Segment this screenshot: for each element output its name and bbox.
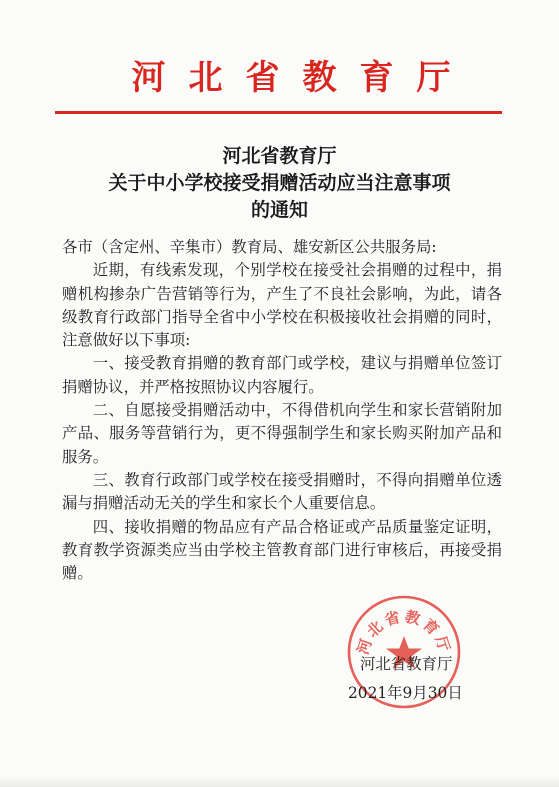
title-line-3: 的通知 <box>250 199 308 221</box>
signature-organization: 河北省教育厅 <box>360 655 453 673</box>
paragraph-intro: 近期，有线索发现，个别学校在接受社会捐赠的过程中，捐赠机构掺杂广告营销等行为，产生了不良社会影响，为此，请各级教育行政部门指导全省中小学校在积极接收社会捐赠的同时，注意做好以下事项: <box>62 261 502 350</box>
notice-title <box>0 143 559 224</box>
title-line-2: 关于中小学校接受捐赠活动应当注意事项 <box>108 172 451 194</box>
paragraph-item-2: 二、自愿接受捐赠活动中，不得借机向学生和家长营销附加产品、服务等营销行为，更不得强制学生和家长购买附加产品和服务。 <box>62 401 502 466</box>
salutation: 各市（含定州、辛集市）教育局、雄安新区公共服务局: <box>62 238 437 256</box>
signature-date: 2021年9月30日 <box>348 684 463 702</box>
letterhead-red-rule <box>55 111 502 114</box>
notice-body <box>62 236 502 585</box>
page-edge-shadow <box>0 777 559 787</box>
title-line-1: 河北省教育厅 <box>222 145 337 167</box>
paragraph-item-4: 四、接收捐赠的物品应有产品合格证或产品质量鉴定证明，教育教学资源类应当由学校主管教育部门进行审核后，再接受捐赠。 <box>62 517 502 583</box>
paragraph-item-1: 一、接受教育捐赠的教育部门或学校，建议与捐赠单位签订捐赠协议，并严格按照协议内容履行。 <box>62 354 502 396</box>
paragraph-item-3: 三、教育行政部门或学校在接受捐赠时，不得向捐赠单位透漏与捐赠活动无关的学生和家长个人重要信息。 <box>62 470 502 513</box>
seal-text: 河北省教育厅 <box>353 607 455 657</box>
letterhead-title: 河北省教育厅 <box>131 58 474 98</box>
